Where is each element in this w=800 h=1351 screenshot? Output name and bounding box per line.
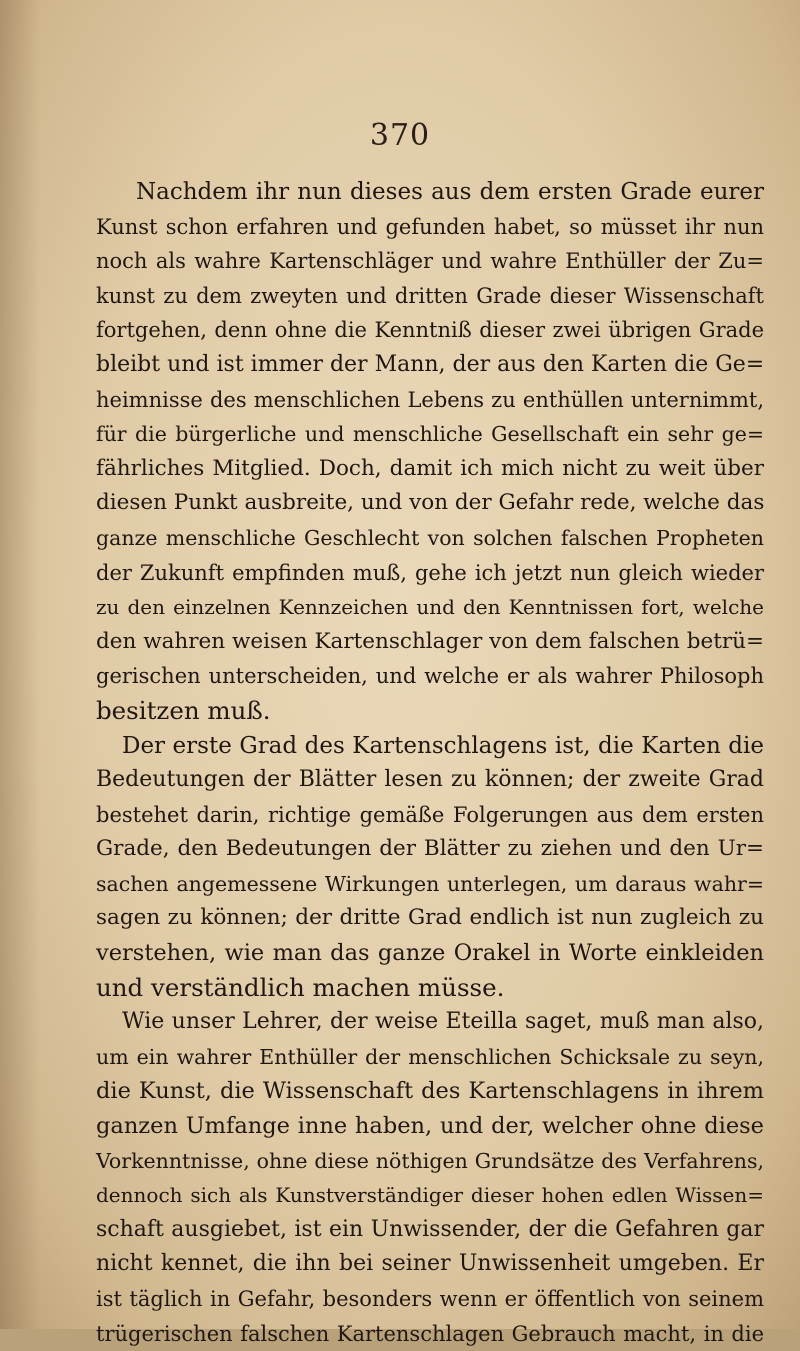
text-line: nicht kennet, die ihn bei seiner Unwissenheit umgeben. Er xyxy=(96,1251,764,1277)
text-line: gerischen unterscheiden, und welche er als wahrer Philosoph xyxy=(96,664,764,689)
text-line: sachen angemessene Wirkungen unterlegen, um daraus wahr= xyxy=(96,871,764,896)
text-line: besitzen muß. xyxy=(96,695,271,725)
text-line: kunst zu dem zweyten und dritten Grade dieser Wissenschaft xyxy=(96,283,764,308)
text-line: Der erste Grad des Kartenschlagens ist, die Karten die xyxy=(122,732,764,759)
text-line: diesen Punkt ausbreite, und von der Gefahr rede, welche das xyxy=(96,490,765,516)
text-line: und verständlich machen müsse. xyxy=(96,972,505,1002)
text-line: ist täglich in Gefahr, besonders wenn er öffentlich von seinem xyxy=(96,1287,764,1311)
text-line: schaft ausgiebet, ist ein Unwissender, der die Gefahren gar xyxy=(96,1216,764,1242)
text-line: Wie unser Lehrer, der weise Eteilla saget, muß man also, xyxy=(122,1009,764,1035)
text-line: Bedeutungen der Blätter lesen zu können; der zweite Grad xyxy=(96,767,764,793)
page-number: 370 xyxy=(369,118,431,153)
text-line: um ein wahrer Enthüller der menschlichen Schicksale zu seyn, xyxy=(96,1044,764,1069)
text-line: ganze menschliche Geschlecht von solchen falschen Propheten xyxy=(96,525,764,550)
text-line: bleibt und ist immer der Mann, der aus den Karten die Ge= xyxy=(96,351,765,377)
text-line: Vorkenntnisse, ohne diese nöthigen Grundsätze des Verfahrens, xyxy=(96,1148,764,1173)
text-line: sagen zu können; der dritte Grad endlich ist nun zugleich zu xyxy=(96,905,764,931)
text-line: den wahren weisen Kartenschlager von dem falschen betrü= xyxy=(96,628,764,654)
paragraph-2 xyxy=(96,729,764,1006)
text-line: verstehen, wie man das ganze Orakel in Worte einkleiden xyxy=(96,940,764,967)
text-line: heimnisse des menschlichen Lebens zu enthüllen unternimmt, xyxy=(96,387,764,412)
body-text xyxy=(96,175,764,1351)
paragraph-1 xyxy=(96,175,764,729)
text-line: noch als wahre Kartenschläger und wahre Enthüller der Zu= xyxy=(96,249,764,274)
text-line: bestehet darin, richtige gemäße Folgerungen aus dem ersten xyxy=(96,802,764,827)
text-line: dennoch sich als Kunstverständiger dieser hohen edlen Wissen= xyxy=(96,1183,764,1208)
text-line: Grade, den Bedeutungen der Blätter zu ziehen und den Ur= xyxy=(96,836,764,862)
text-line: zu den einzelnen Kennzeichen und den Kenntnissen fort, welche xyxy=(96,595,764,620)
text-line: trügerischen falschen Kartenschlagen Gebrauch macht, in die xyxy=(96,1321,764,1346)
text-line: Nachdem ihr nun dieses aus dem ersten Grade eurer xyxy=(136,179,764,205)
text-line: der Zukunft empfinden muß, gehe ich jetzt nun gleich wieder xyxy=(96,560,764,585)
text-line: für die bürgerliche und menschliche Gesellschaft ein sehr ge= xyxy=(96,422,764,447)
paragraph-3 xyxy=(96,1005,764,1351)
text-line: Kunst schon erfahren und gefunden habet, so müsset ihr nun xyxy=(96,214,764,239)
text-line: die Kunst, die Wissenschaft des Kartenschlagens in ihrem xyxy=(96,1078,764,1105)
text-line: fährliches Mitglied. Doch, damit ich mich nicht zu weit über xyxy=(96,455,764,481)
text-line: fortgehen, denn ohne die Kenntniß dieser zwei übrigen Grade xyxy=(96,318,764,343)
text-line: ganzen Umfange inne haben, und der, welcher ohne diese xyxy=(96,1113,764,1140)
